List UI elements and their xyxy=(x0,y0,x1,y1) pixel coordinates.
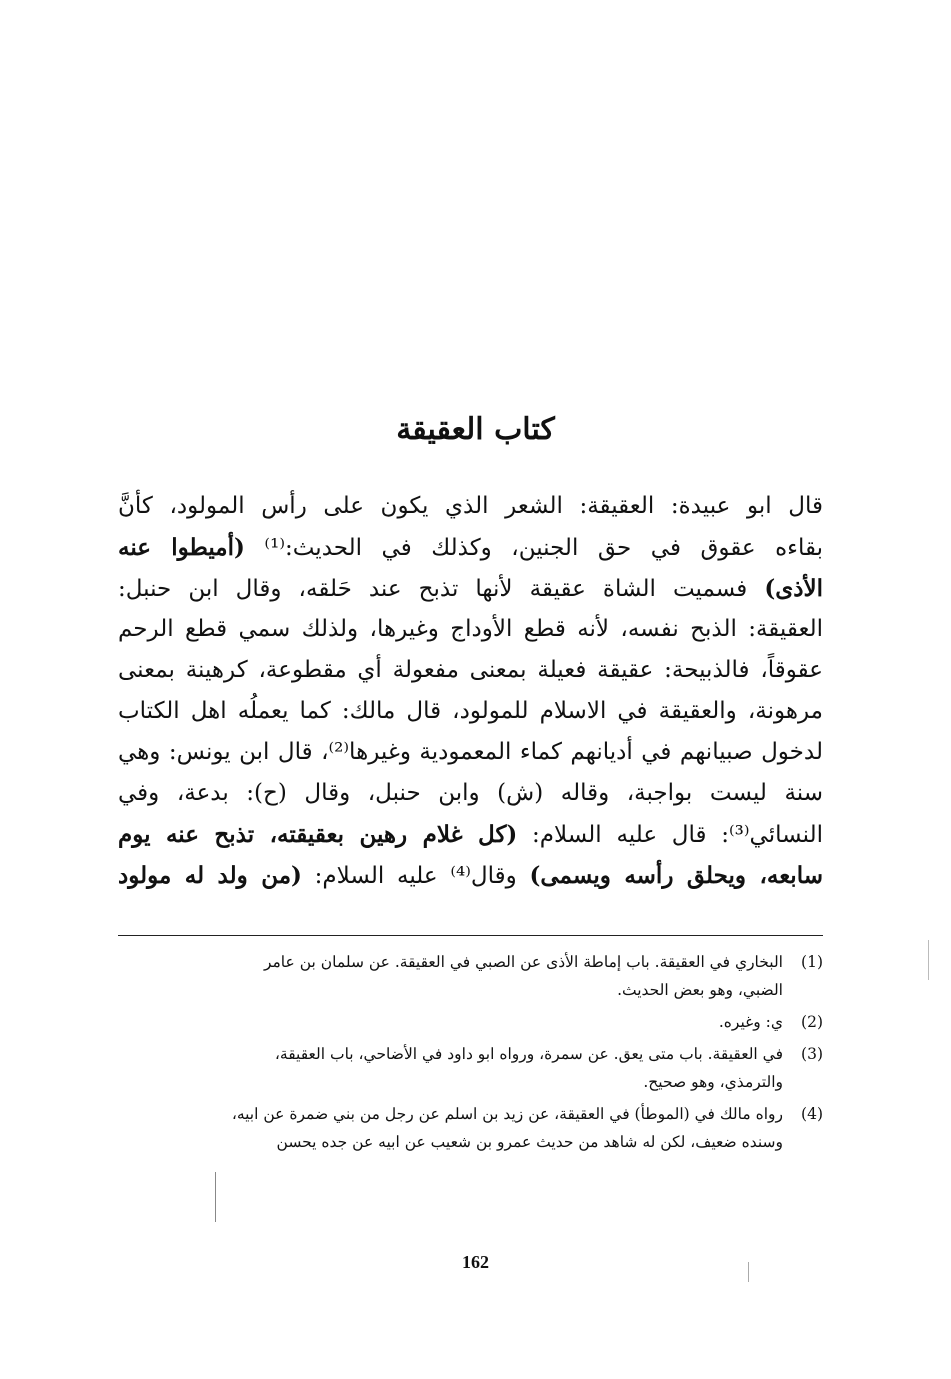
text-segment: فسميت الشاة عقيقة لأنها تذبح عند حَلقه، وقال ابن حنبل: xyxy=(118,576,765,602)
footnote-line: الضبي، وهو بعض الحديث. xyxy=(617,981,783,999)
text-segment: قال ابو عبيدة: العقيقة: الشعر الذي يكون على رأس المولود، كأنَّ xyxy=(118,493,823,519)
footnote-number: (1) xyxy=(801,953,823,971)
hadith-quote: (كل غلام رهين بعقيقته، تذبح عنه يوم xyxy=(118,821,518,848)
text-segment: سنة ليست بواجبة، وقاله (ش) وابن حنبل، وقال (ح): بدعة، وفي xyxy=(118,780,823,806)
footnote-text xyxy=(118,948,783,1004)
page-number: 162 xyxy=(462,1252,489,1272)
footnote-line: ي: وغيره. xyxy=(718,1013,783,1031)
text-segment: عقوقاً، فالذبيحة: عقيقة فعيلة بمعنى مفعولة أي مقطوعة، كرهينة بمعنى xyxy=(118,657,823,683)
footnotes xyxy=(118,948,823,1160)
text-segment: لدخول صبيانهم في أديانهم كماء المعمودية وغيرها⁽²⁾، قال ابن يونس: وهي xyxy=(118,739,823,765)
text-segment: مرهونة، والعقيقة في الاسلام للمولود، قال مالك: كما يعملُه اهل الكتاب xyxy=(118,698,823,724)
text-line xyxy=(118,855,823,896)
footnote xyxy=(118,1100,823,1156)
hadith-quote: (أميطوا عنه xyxy=(118,534,245,561)
footnote-line: في العقيقة. باب متى يعق. عن سمرة، ورواه ابو داود في الأضاحي، باب العقيقة، xyxy=(274,1045,783,1063)
footnote-line: وسنده ضعيف، لكن له شاهد من حديث عمرو بن شعيب عن ابيه عن جده يحسن xyxy=(276,1133,783,1151)
scan-mark xyxy=(748,1262,749,1282)
footnote-number: (4) xyxy=(801,1105,823,1123)
text-segment: بقاءه عقوق في حق الجنين، وكذلك في الحديث:⁽¹⁾ xyxy=(244,535,823,561)
footnote-number: (3) xyxy=(801,1045,823,1063)
text-line xyxy=(118,609,823,650)
hadith-quote: الأذى) xyxy=(764,575,823,602)
text-line xyxy=(118,568,823,609)
scan-mark xyxy=(215,1172,216,1222)
text-line xyxy=(118,814,823,855)
footnote xyxy=(118,1008,823,1036)
hadith-quote: (من ولد له مولود xyxy=(118,862,302,889)
text-line xyxy=(118,527,823,568)
text-line xyxy=(118,773,823,814)
footnote-line: البخاري في العقيقة. باب إماطة الأذى عن الصبي في العقيقة. عن سلمان بن عامر xyxy=(263,953,783,971)
text-line xyxy=(118,732,823,773)
main-text xyxy=(118,486,823,896)
text-line xyxy=(118,691,823,732)
scan-mark xyxy=(928,940,929,980)
hadith-quote: سابعه، ويحلق رأسه ويسمى) xyxy=(529,862,823,889)
footnote xyxy=(118,948,823,1004)
footnote-divider xyxy=(118,935,823,936)
footnote-line: رواه مالك في (الموطأ) في العقيقة، عن زيد بن اسلم عن رجل من بني ضمرة عن ابيه، xyxy=(231,1105,783,1123)
text-segment: العقيقة: الذبح نفسه، لأنه قطع الأوداج وغيرها، ولذلك سمي قطع الرحم xyxy=(118,616,823,642)
text-line xyxy=(118,486,823,527)
footnote-text xyxy=(118,1040,783,1096)
footnote-number: (2) xyxy=(801,1013,823,1031)
footnote xyxy=(118,1040,823,1096)
chapter-title: كتاب العقيقة xyxy=(396,412,555,447)
text-line xyxy=(118,650,823,691)
text-segment: النسائي⁽³⁾: قال عليه السلام: xyxy=(517,822,823,848)
footnote-line: والترمذي، وهو صحيح. xyxy=(643,1073,783,1091)
footnote-text xyxy=(118,1100,783,1156)
text-segment: وقال⁽⁴⁾ عليه السلام: xyxy=(301,863,530,889)
footnote-text xyxy=(118,1008,783,1036)
